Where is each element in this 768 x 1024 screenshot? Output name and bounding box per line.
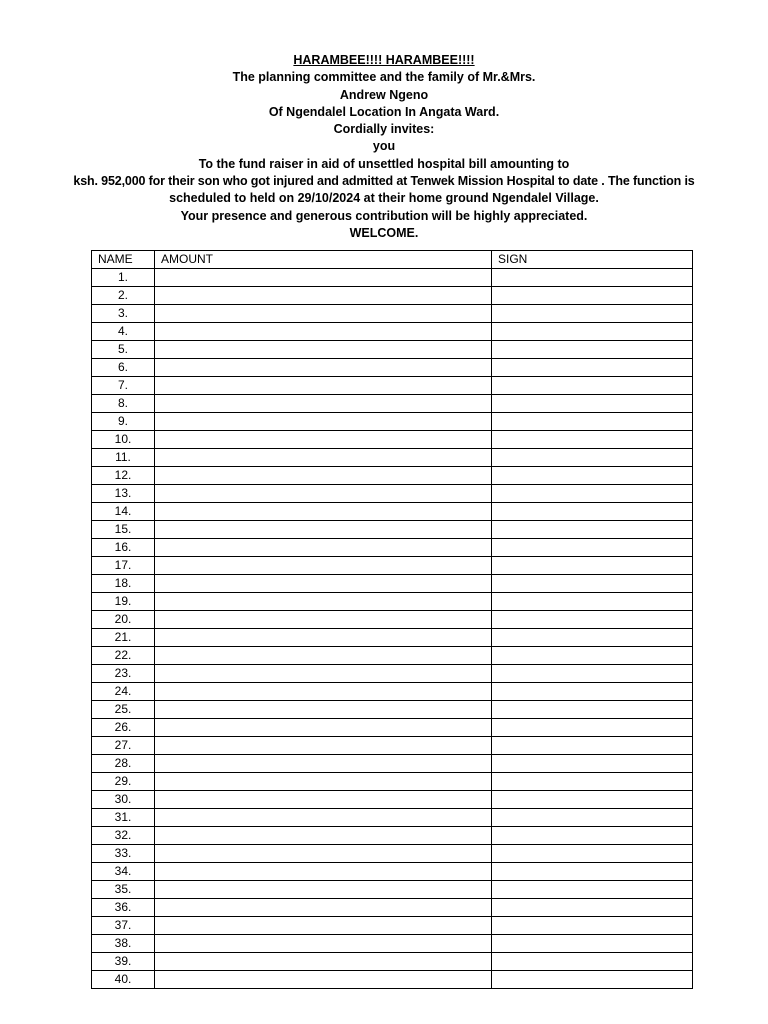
table-row (92, 449, 693, 467)
sign-cell[interactable] (492, 287, 693, 305)
invitation-line-you: you (372, 139, 396, 154)
sign-cell[interactable] (492, 377, 693, 395)
column-header-name: NAME (92, 251, 155, 269)
table-row (92, 827, 693, 845)
amount-cell[interactable] (155, 845, 492, 863)
row-number: 12. (92, 467, 155, 485)
amount-cell[interactable] (155, 449, 492, 467)
invitation-line-amount: ksh. 952,000 for their son who got injured and admitted at Tenwek Mission Hospital to date . The function is (73, 174, 695, 189)
table-row (92, 593, 693, 611)
amount-cell[interactable] (155, 719, 492, 737)
sign-cell[interactable] (492, 269, 693, 287)
row-number: 14. (92, 503, 155, 521)
sign-cell[interactable] (492, 449, 693, 467)
amount-cell[interactable] (155, 503, 492, 521)
amount-cell[interactable] (155, 935, 492, 953)
amount-cell[interactable] (155, 395, 492, 413)
sign-cell[interactable] (492, 935, 693, 953)
table-row (92, 359, 693, 377)
sign-cell[interactable] (492, 521, 693, 539)
table-row (92, 287, 693, 305)
sign-cell[interactable] (492, 809, 693, 827)
amount-cell[interactable] (155, 485, 492, 503)
row-number: 36. (92, 899, 155, 917)
table-row (92, 413, 693, 431)
sign-cell[interactable] (492, 593, 693, 611)
row-number: 5. (92, 341, 155, 359)
amount-cell[interactable] (155, 737, 492, 755)
invitation-line-committee: The planning committee and the family of Mr.&Mrs. (232, 70, 536, 85)
table-row (92, 773, 693, 791)
sign-cell[interactable] (492, 791, 693, 809)
amount-cell[interactable] (155, 863, 492, 881)
table-row (92, 791, 693, 809)
table-row (92, 683, 693, 701)
row-number: 6. (92, 359, 155, 377)
amount-cell[interactable] (155, 305, 492, 323)
invitation-line-invites: Cordially invites: (333, 122, 435, 137)
amount-cell[interactable] (155, 701, 492, 719)
table-row (92, 953, 693, 971)
row-number: 40. (92, 971, 155, 989)
invitation-line-appreciation: Your presence and generous contribution will be highly appreciated. (180, 208, 588, 223)
table-row (92, 701, 693, 719)
amount-cell[interactable] (155, 809, 492, 827)
sign-cell[interactable] (492, 719, 693, 737)
table-row (92, 629, 693, 647)
sign-cell[interactable] (492, 953, 693, 971)
table-row (92, 647, 693, 665)
invitation-line-purpose: To the fund raiser in aid of unsettled hospital bill amounting to (198, 156, 570, 171)
row-number: 19. (92, 593, 155, 611)
amount-cell[interactable] (155, 953, 492, 971)
amount-cell[interactable] (155, 773, 492, 791)
table-row (92, 809, 693, 827)
sign-cell[interactable] (492, 827, 693, 845)
amount-cell[interactable] (155, 575, 492, 593)
amount-cell[interactable] (155, 683, 492, 701)
sign-cell[interactable] (492, 917, 693, 935)
sign-cell[interactable] (492, 755, 693, 773)
amount-cell[interactable] (155, 413, 492, 431)
table-row (92, 899, 693, 917)
invitation-line-host-name: Andrew Ngeno (339, 87, 429, 102)
sign-cell[interactable] (492, 611, 693, 629)
table-row (92, 845, 693, 863)
sign-cell[interactable] (492, 485, 693, 503)
table-row (92, 611, 693, 629)
table-row (92, 377, 693, 395)
row-number: 11. (92, 449, 155, 467)
invitation-header (0, 52, 768, 242)
table-row (92, 341, 693, 359)
sign-cell[interactable] (492, 431, 693, 449)
table-row (92, 305, 693, 323)
row-number: 15. (92, 521, 155, 539)
table-row (92, 755, 693, 773)
row-number: 34. (92, 863, 155, 881)
row-number: 9. (92, 413, 155, 431)
table-header-row (92, 251, 693, 269)
sign-cell[interactable] (492, 863, 693, 881)
amount-cell[interactable] (155, 629, 492, 647)
row-number: 30. (92, 791, 155, 809)
row-number: 35. (92, 881, 155, 899)
table-row (92, 863, 693, 881)
invitation-line-date-venue: scheduled to held on 29/10/2024 at their home ground Ngendalel Village. (169, 191, 599, 206)
row-number: 4. (92, 323, 155, 341)
column-header-sign: SIGN (492, 251, 693, 269)
row-number: 7. (92, 377, 155, 395)
contribution-rows (92, 269, 693, 989)
sign-cell[interactable] (492, 881, 693, 899)
table-row (92, 467, 693, 485)
amount-cell[interactable] (155, 755, 492, 773)
row-number: 10. (92, 431, 155, 449)
table-row (92, 935, 693, 953)
row-number: 24. (92, 683, 155, 701)
sign-cell[interactable] (492, 773, 693, 791)
amount-cell[interactable] (155, 665, 492, 683)
row-number: 20. (92, 611, 155, 629)
sign-cell[interactable] (492, 899, 693, 917)
sign-cell[interactable] (492, 467, 693, 485)
column-header-amount: AMOUNT (155, 251, 492, 269)
sign-cell[interactable] (492, 395, 693, 413)
sign-cell[interactable] (492, 683, 693, 701)
sign-cell[interactable] (492, 413, 693, 431)
table-row (92, 431, 693, 449)
table-row (92, 395, 693, 413)
amount-cell[interactable] (155, 431, 492, 449)
table-row (92, 575, 693, 593)
row-number: 13. (92, 485, 155, 503)
table-row (92, 917, 693, 935)
row-number: 18. (92, 575, 155, 593)
amount-cell[interactable] (155, 521, 492, 539)
table-row (92, 503, 693, 521)
amount-cell[interactable] (155, 593, 492, 611)
row-number: 38. (92, 935, 155, 953)
sign-cell[interactable] (492, 737, 693, 755)
table-row (92, 881, 693, 899)
amount-cell[interactable] (155, 917, 492, 935)
row-number: 25. (92, 701, 155, 719)
sign-cell[interactable] (492, 305, 693, 323)
table-row (92, 269, 693, 287)
row-number: 2. (92, 287, 155, 305)
table-row (92, 323, 693, 341)
row-number: 39. (92, 953, 155, 971)
row-number: 23. (92, 665, 155, 683)
sign-cell[interactable] (492, 341, 693, 359)
amount-cell[interactable] (155, 323, 492, 341)
sign-cell[interactable] (492, 557, 693, 575)
sign-cell[interactable] (492, 971, 693, 989)
table-row (92, 719, 693, 737)
amount-cell[interactable] (155, 557, 492, 575)
sign-cell[interactable] (492, 629, 693, 647)
row-number: 1. (92, 269, 155, 287)
amount-cell[interactable] (155, 377, 492, 395)
row-number: 27. (92, 737, 155, 755)
row-number: 37. (92, 917, 155, 935)
sign-cell[interactable] (492, 323, 693, 341)
sign-cell[interactable] (492, 539, 693, 557)
sign-cell[interactable] (492, 359, 693, 377)
amount-cell[interactable] (155, 359, 492, 377)
table-row (92, 539, 693, 557)
amount-cell[interactable] (155, 899, 492, 917)
amount-cell[interactable] (155, 269, 492, 287)
amount-cell[interactable] (155, 341, 492, 359)
row-number: 28. (92, 755, 155, 773)
amount-cell[interactable] (155, 539, 492, 557)
row-number: 33. (92, 845, 155, 863)
row-number: 16. (92, 539, 155, 557)
row-number: 8. (92, 395, 155, 413)
document-title: HARAMBEE!!!! HARAMBEE!!!! (293, 53, 475, 67)
amount-cell[interactable] (155, 647, 492, 665)
amount-cell[interactable] (155, 791, 492, 809)
contribution-table (91, 250, 693, 989)
sign-cell[interactable] (492, 701, 693, 719)
amount-cell[interactable] (155, 827, 492, 845)
amount-cell[interactable] (155, 971, 492, 989)
row-number: 22. (92, 647, 155, 665)
sign-cell[interactable] (492, 575, 693, 593)
row-number: 21. (92, 629, 155, 647)
row-number: 17. (92, 557, 155, 575)
row-number: 31. (92, 809, 155, 827)
invitation-line-welcome: WELCOME. (349, 225, 419, 240)
table-row (92, 521, 693, 539)
invitation-line-location: Of Ngendalel Location In Angata Ward. (268, 104, 500, 119)
amount-cell[interactable] (155, 881, 492, 899)
table-row (92, 665, 693, 683)
row-number: 26. (92, 719, 155, 737)
amount-cell[interactable] (155, 611, 492, 629)
row-number: 32. (92, 827, 155, 845)
sign-cell[interactable] (492, 503, 693, 521)
table-row (92, 971, 693, 989)
sign-cell[interactable] (492, 845, 693, 863)
table-row (92, 485, 693, 503)
table-row (92, 737, 693, 755)
amount-cell[interactable] (155, 467, 492, 485)
sign-cell[interactable] (492, 647, 693, 665)
sign-cell[interactable] (492, 665, 693, 683)
amount-cell[interactable] (155, 287, 492, 305)
table-row (92, 557, 693, 575)
row-number: 3. (92, 305, 155, 323)
row-number: 29. (92, 773, 155, 791)
